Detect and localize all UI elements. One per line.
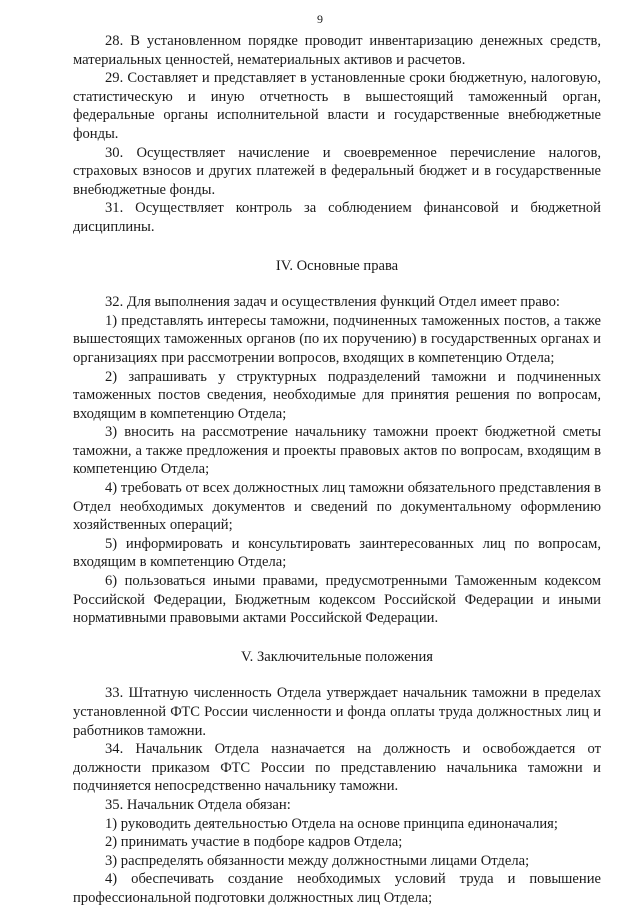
paragraph-30: 30. Осуществляет начисление и своевременное перечисление налогов, страховых взносов и других платежей в федеральный бюджет и в государственные внебюджетные фонды. xyxy=(73,144,601,198)
section-5-heading: V. Заключительные положения xyxy=(241,648,433,665)
document-body xyxy=(73,32,601,908)
paragraph-31: 31. Осуществляет контроль за соблюдением финансовой и бюджетной дисциплины. xyxy=(73,200,601,235)
list-item-35-4: 4) обеспечивать создание необходимых условий труда и повышение профессиональной подготовки должностных лиц Отдела; xyxy=(73,871,601,906)
list-item-32-4: 4) требовать от всех должностных лиц таможни обязательного представления в Отдел необходимых документов и сведений по документальному оформлению хозяйственных операций; xyxy=(73,480,601,534)
paragraph-33: 33. Штатную численность Отдела утверждает начальник таможни в пределах установленной ФТС России численности и фонда оплаты труда должностных лиц и работников таможни. xyxy=(73,685,601,739)
page-number: 9 xyxy=(317,12,323,26)
paragraph-34: 34. Начальник Отдела назначается на должность и освобождается от должности приказом ФТС России по представлению начальника таможни и подчиняется непосредственно начальнику таможни. xyxy=(73,741,601,795)
paragraph-35: 35. Начальник Отдела обязан: xyxy=(105,796,291,813)
paragraph-28: 28. В установленном порядке проводит инвентаризацию денежных средств, материальных ценностей, нематериальных активов и расчетов. xyxy=(73,33,601,68)
list-item-32-2: 2) запрашивать у структурных подразделений таможни и подчиненных таможенных постов сведения, необходимые для принятия решения по вопросам, входящим в компетенцию Отдела; xyxy=(73,368,601,422)
list-item-32-5: 5) информировать и консультировать заинтересованных лиц по вопросам, входящим в компетенцию Отдела; xyxy=(73,535,601,571)
list-item-35-3: 3) распределять обязанности между должностными лицами Отдела; xyxy=(105,852,530,869)
paragraph-29: 29. Составляет и представляет в установленные сроки бюджетную, налоговую, статистическую и иную отчетность в вышестоящий таможенный орган, федеральные органы исполнительной власти и государственные внебюджетные фонды. xyxy=(73,70,601,142)
list-item-32-1: 1) представлять интересы таможни, подчиненных таможенных постов, а также вышестоящих таможенных органов (по их поручению) в государственных органах и организациях при рассмотрении вопросов, входящих в компетенцию Отдела; xyxy=(73,312,601,366)
paragraph-32: 32. Для выполнения задач и осуществления функций Отдел имеет право: xyxy=(105,294,560,311)
list-item-32-3: 3) вносить на рассмотрение начальнику таможни проект бюджетной сметы таможни, а также предложения и проекты правовых актов по вопросам, входящим в компетенцию Отдела; xyxy=(73,424,601,478)
list-item-32-6: 6) пользоваться иными правами, предусмотренными Таможенным кодексом Российской Федерации, Бюджетным кодексом Российской Федерации и иными нормативными правовыми актами Российской Федерации. xyxy=(73,573,601,627)
section-4-heading: IV. Основные права xyxy=(275,257,399,274)
list-item-35-1: 1) руководить деятельностью Отдела на основе принципа единоначалия; xyxy=(105,815,558,832)
list-item-35-2: 2) принимать участие в подборе кадров Отдела; xyxy=(105,834,403,851)
